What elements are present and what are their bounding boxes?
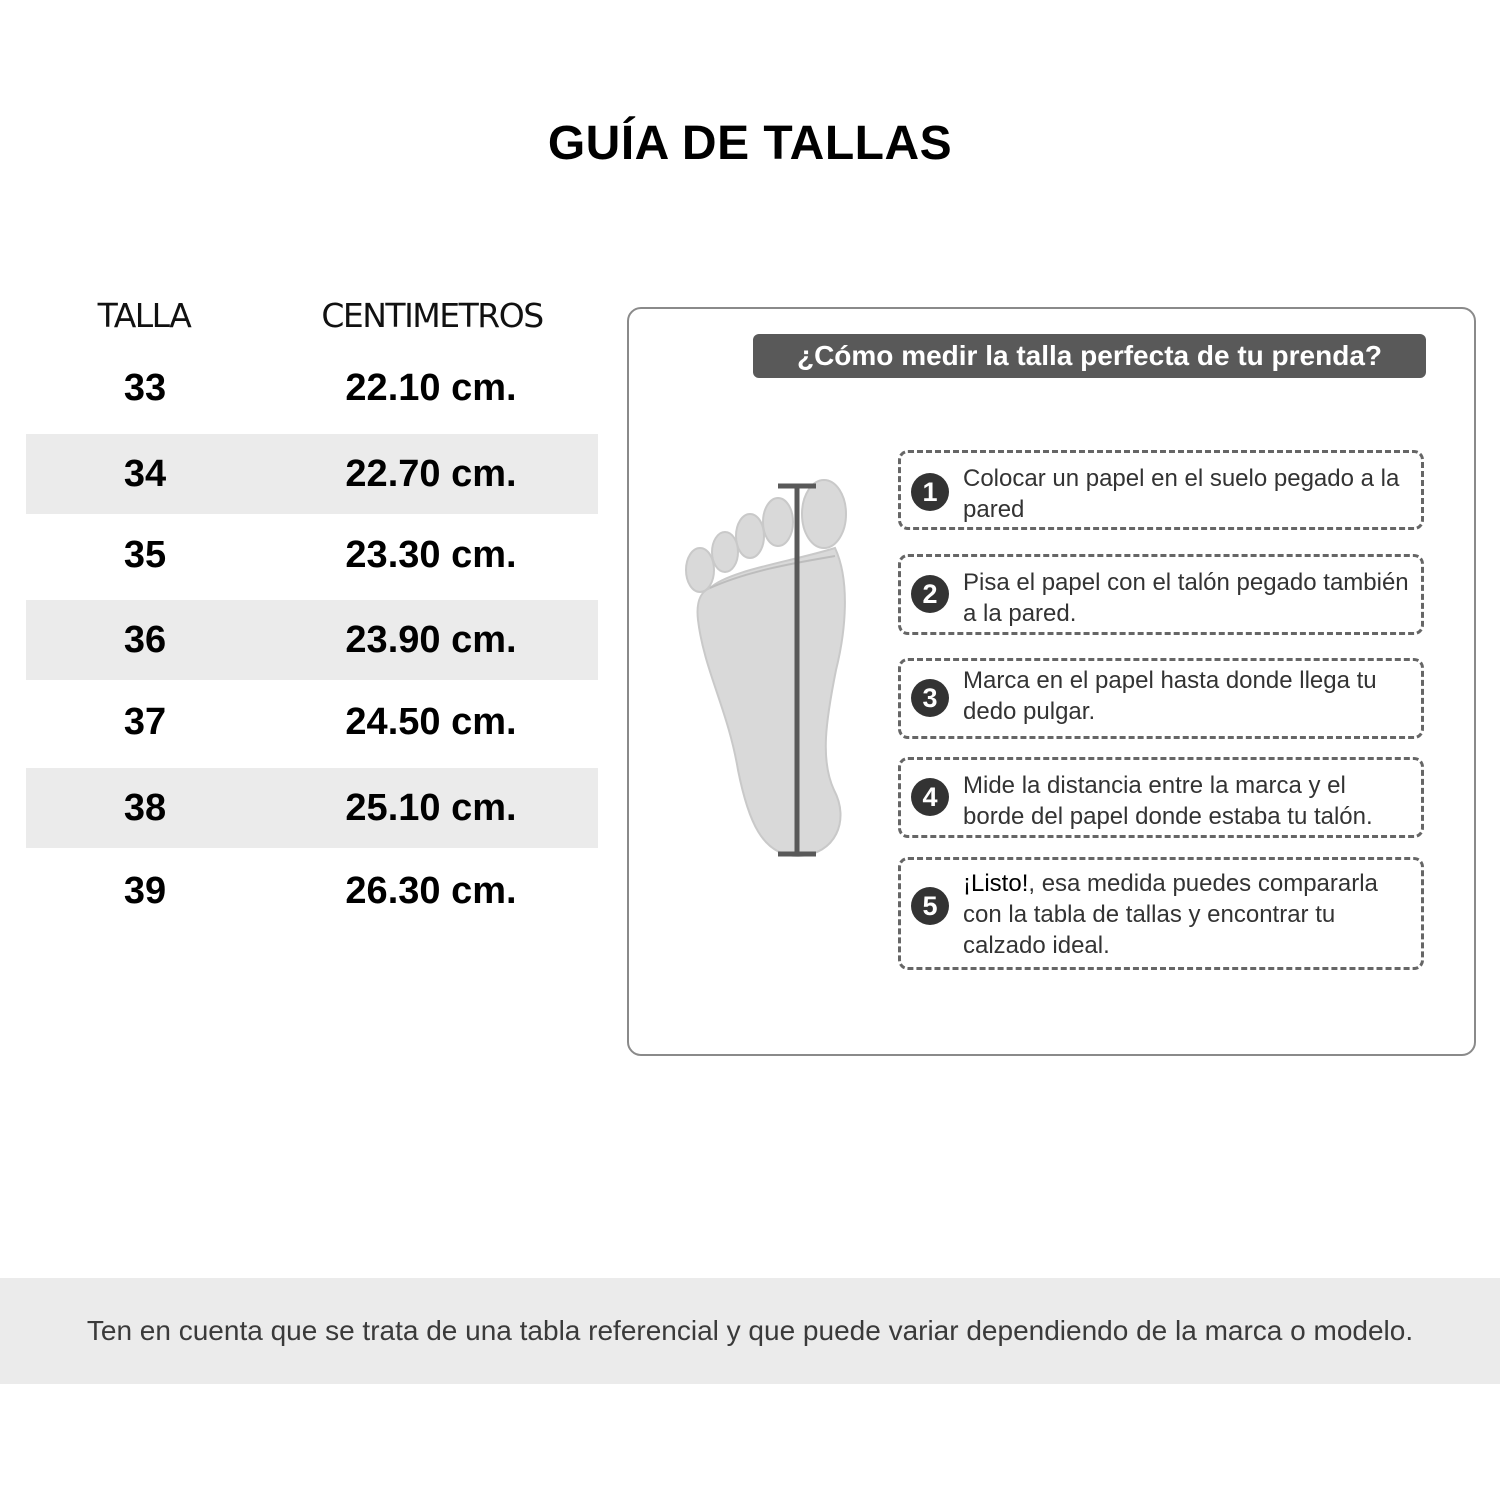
footer-note: Ten en cuenta que se trata de una tabla referencial y que puede variar dependiendo de la marca o modelo. bbox=[86, 1315, 1414, 1346]
step-5 bbox=[898, 857, 1424, 970]
cm-cell: 22.10 cm. bbox=[345, 366, 517, 409]
step-4 bbox=[898, 757, 1424, 838]
step-text: Colocar un papel en el suelo pegado a la pared bbox=[963, 465, 1400, 523]
table-row bbox=[26, 768, 598, 848]
table-row bbox=[26, 515, 598, 595]
foot-measure-icon bbox=[670, 470, 870, 870]
step-2 bbox=[898, 554, 1424, 635]
table-row bbox=[26, 600, 598, 680]
cm-cell: 25.10 cm. bbox=[345, 786, 517, 829]
step-text: Mide la distancia entre la marca y el borde del papel donde estaba tu talón. bbox=[963, 772, 1373, 830]
step-1 bbox=[898, 450, 1424, 530]
table-row bbox=[26, 434, 598, 514]
step-lead: ¡Listo! bbox=[963, 870, 1029, 897]
step-number-badge: 3 bbox=[911, 679, 949, 717]
size-cell: 35 bbox=[123, 533, 167, 576]
footer-note-bar bbox=[0, 1278, 1500, 1384]
guide-heading: ¿Cómo medir la talla perfecta de tu prenda? bbox=[753, 334, 1426, 378]
table-row bbox=[26, 682, 598, 762]
step-text bbox=[963, 868, 1413, 961]
step-text: Marca en el papel hasta donde llega tu dedo pulgar. bbox=[963, 667, 1377, 725]
step-body: , esa medida puedes compararla con la tabla de tallas y encontrar tu calzado ideal. bbox=[963, 870, 1378, 959]
step-number-badge: 1 bbox=[911, 473, 949, 511]
cm-cell: 23.30 cm. bbox=[345, 533, 517, 576]
step-number-badge: 5 bbox=[911, 887, 949, 925]
step-number-badge: 2 bbox=[911, 575, 949, 613]
size-cell: 37 bbox=[123, 700, 167, 743]
step-3 bbox=[898, 658, 1424, 739]
size-cell: 34 bbox=[123, 452, 167, 495]
size-cell: 33 bbox=[123, 366, 167, 409]
step-text: Pisa el papel con el talón pegado también a la pared. bbox=[963, 569, 1409, 627]
column-header-centimetros: CENTIMETROS bbox=[321, 296, 543, 335]
cm-cell: 24.50 cm. bbox=[345, 700, 517, 743]
size-cell: 36 bbox=[123, 618, 167, 661]
cm-cell: 23.90 cm. bbox=[345, 618, 517, 661]
size-cell: 39 bbox=[123, 869, 167, 912]
page-title: GUÍA DE TALLAS bbox=[547, 117, 953, 170]
table-row bbox=[26, 851, 598, 931]
cm-cell: 22.70 cm. bbox=[345, 452, 517, 495]
size-cell: 38 bbox=[123, 786, 167, 829]
cm-cell: 26.30 cm. bbox=[345, 869, 517, 912]
table-row bbox=[26, 348, 598, 428]
column-header-talla: TALLA bbox=[97, 296, 191, 335]
step-number-badge: 4 bbox=[911, 778, 949, 816]
